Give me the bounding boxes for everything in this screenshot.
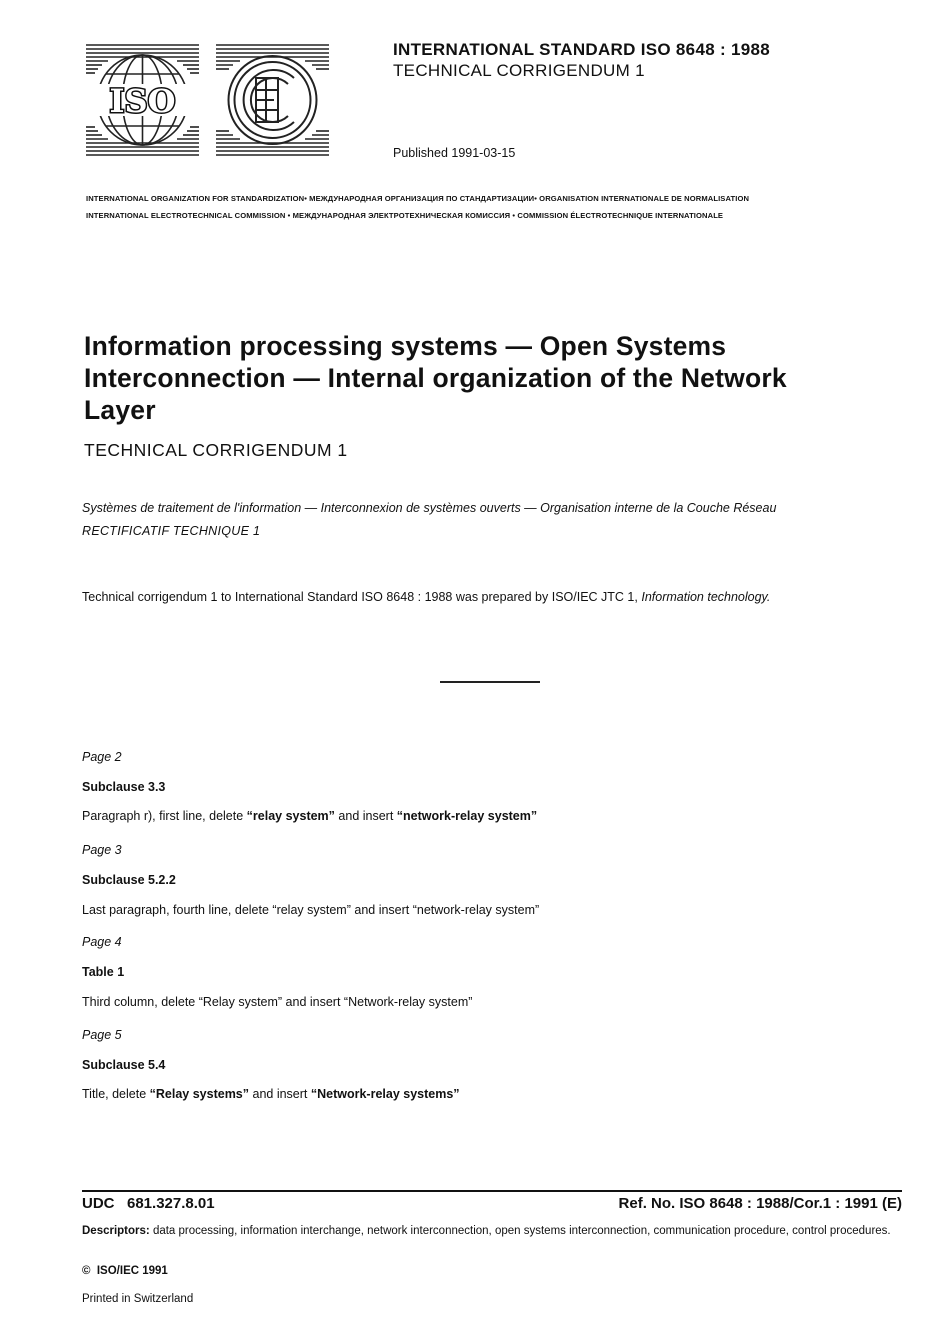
title-line: Information processing systems — Open Systems <box>84 331 727 361</box>
published-date: Published 1991-03-15 <box>393 146 516 160</box>
correction-instruction <box>82 809 537 823</box>
udc-number: UDC 681.327.8.01 <box>82 1195 215 1212</box>
printed-location: Printed in Switzerland <box>82 1293 194 1305</box>
section-divider <box>440 681 540 683</box>
corrigendum-label: TECHNICAL CORRIGENDUM 1 <box>84 440 348 460</box>
deleted-term: “Relay systems” <box>149 1087 250 1101</box>
title-line: Interconnection — Internal organization of the Network <box>84 363 787 393</box>
footer-rule <box>82 1190 902 1192</box>
instruction-text: Third column, delete <box>82 995 199 1009</box>
reference-number: Ref. No. ISO 8648 : 1988/Cor.1 : 1991 (E) <box>618 1195 902 1212</box>
instruction-text: and insert <box>350 903 413 917</box>
descriptors <box>82 1223 904 1239</box>
french-corrigendum: RECTIFICATIF TECHNIQUE 1 <box>82 524 261 538</box>
inserted-term: “network-relay system” <box>396 809 538 823</box>
document-title <box>84 330 884 426</box>
subclause-reference: Table 1 <box>82 965 125 979</box>
instruction-text: and insert <box>334 809 397 823</box>
page-reference: Page 2 <box>82 750 122 764</box>
subclause-reference: Subclause 5.4 <box>82 1058 166 1072</box>
organization-line-iso: INTERNATIONAL ORGANIZATION FOR STANDARDIZATION• МЕЖДУНАРОДНАЯ ОРГАНИЗАЦИЯ ПО СТАНДАРТИЗАЦИИ• ORGANISATION INTERNATIONALE DE NORMALISATION <box>86 194 750 203</box>
subclause-reference: Subclause 5.2.2 <box>82 873 176 887</box>
iec-logo <box>216 42 329 158</box>
deleted-term: “relay system” <box>272 903 351 917</box>
copyright: © ISO/IEC 1991 <box>82 1265 168 1277</box>
page-reference: Page 3 <box>82 843 122 857</box>
instruction-text: Last paragraph, fourth line, delete <box>82 903 273 917</box>
page-reference: Page 5 <box>82 1028 122 1042</box>
french-title: Systèmes de traitement de l'information — Interconnexion de systèmes ouverts — Organisation interne de la Couche Réseau <box>82 501 777 515</box>
preparation-statement <box>82 590 770 604</box>
svg-text:ISO: ISO <box>109 82 176 120</box>
committee-name: Information technology. <box>641 590 771 604</box>
standard-subtitle: TECHNICAL CORRIGENDUM 1 <box>393 61 645 80</box>
instruction-text: Paragraph r), first line, delete <box>82 809 247 823</box>
page-reference: Page 4 <box>82 935 122 949</box>
standard-title: INTERNATIONAL STANDARD ISO 8648 : 1988 <box>393 40 770 59</box>
correction-instruction <box>82 903 539 917</box>
correction-instruction <box>82 995 472 1009</box>
organization-line-iec: INTERNATIONAL ELECTROTECHNICAL COMMISSION • МЕЖДУНАРОДНАЯ ЭЛЕКТРОТЕХНИЧЕСКАЯ КОМИССИЯ • COMMISSION ÉLECTROTECHNIQUE INTERNATIONALE <box>86 211 724 220</box>
instruction-text: Title, delete <box>82 1087 150 1101</box>
deleted-term: “relay system” <box>246 809 335 823</box>
instruction-text: and insert <box>282 995 344 1009</box>
inserted-term: “Network-relay systems” <box>310 1087 460 1101</box>
descriptors-label: Descriptors: <box>82 1225 150 1237</box>
iso-logo <box>86 42 199 158</box>
subclause-reference: Subclause 3.3 <box>82 780 166 794</box>
descriptors-text: data processing, information interchange, network interconnection, open systems interconnection, communication procedure, control procedures. <box>149 1225 891 1237</box>
title-line: Layer <box>84 395 156 425</box>
correction-instruction <box>82 1087 460 1101</box>
preparation-text: Technical corrigendum 1 to International Standard ISO 8648 : 1988 was prepared by ISO/IEC JTC 1, <box>82 590 638 604</box>
inserted-term: “Network-relay system” <box>343 995 473 1009</box>
instruction-text: and insert <box>249 1087 311 1101</box>
inserted-term: “network-relay system” <box>412 903 540 917</box>
deleted-term: “Relay system” <box>198 995 283 1009</box>
